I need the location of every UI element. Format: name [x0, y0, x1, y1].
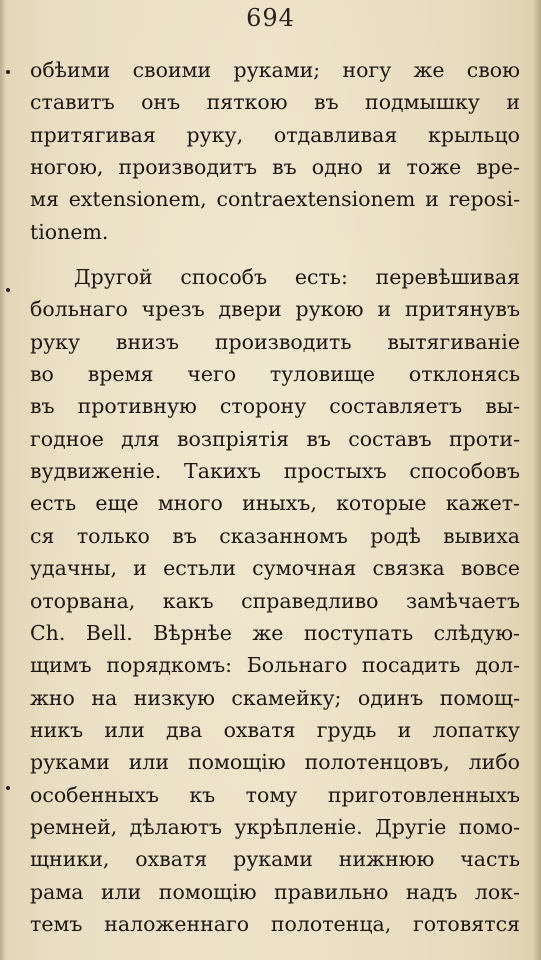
- text-line: руку внизъ производить вытягиванiе: [30, 329, 520, 354]
- text-line: особенныхъ къ тому приготовленныхъ: [30, 782, 520, 807]
- paragraph-2: [30, 261, 520, 940]
- page-left-shadow: [0, 0, 6, 960]
- margin-dot: [6, 70, 10, 74]
- text-line: мя extensionem, contraextensionem и reposi-: [30, 187, 520, 212]
- text-line: Ch. Bell. Вѣрнѣе же поступать слѣдую-: [30, 620, 520, 645]
- text-line: темъ наложеннаго полотенца, готовятся: [30, 911, 520, 936]
- text-line: оторвана, какъ справедливо замѣчаетъ: [30, 588, 520, 613]
- body-text: [30, 54, 520, 940]
- text-line: ся только въ сказанномъ родѣ вывиха: [30, 523, 520, 548]
- text-line: вудвиженiе. Такихъ простыхъ способовъ: [30, 459, 520, 484]
- text-line: притягивая руку, отдавливая крыльцо: [30, 122, 520, 147]
- text-line: щимъ порядкомъ: Больнаго посадить дол-: [30, 653, 520, 678]
- paragraph-gap: [30, 248, 520, 261]
- text-line: tionem.: [30, 219, 109, 244]
- margin-dot: [6, 786, 10, 790]
- text-line: обѣими своими руками; ногу же свою: [30, 58, 520, 82]
- text-line: есть еще много иныхъ, которые кажет-: [30, 491, 520, 516]
- text-line: щники, охватя руками нижнюю часть: [30, 847, 520, 872]
- text-line: больнаго чрезъ двери рукою и притянувъ: [30, 297, 520, 322]
- text-line: удачны, и естьли сумочная связка вовсе: [30, 556, 520, 581]
- text-line: руками или помощiю полотенцовъ, либо: [30, 750, 520, 775]
- text-line: ремней, дѣлаютъ укрѣпленiе. Другiе помо-: [30, 814, 520, 839]
- text-line: въ противную сторону составляетъ вы-: [30, 394, 520, 419]
- text-line: Другой способъ есть: перевѣшивая: [74, 265, 520, 290]
- margin-dot: [6, 288, 10, 292]
- text-line: никъ или два охватя грудь и лопатку: [30, 717, 520, 742]
- text-line: ставитъ онъ пяткою въ подмышку и: [30, 90, 520, 115]
- text-line: жно на низкую скамейку; одинъ помощ-: [30, 685, 520, 710]
- text-line: ногою, производитъ въ одно и тоже вре-: [30, 155, 520, 180]
- text-line: во время чего туловище отклонясь: [30, 362, 520, 387]
- text-line: рама или помощiю правильно надъ лок-: [30, 879, 520, 904]
- text-line: годное для возпрiятiя въ составъ проти-: [30, 426, 520, 451]
- paragraph-1: [30, 54, 520, 248]
- page-number: 694: [246, 4, 295, 32]
- page-right-shadow: [533, 0, 541, 960]
